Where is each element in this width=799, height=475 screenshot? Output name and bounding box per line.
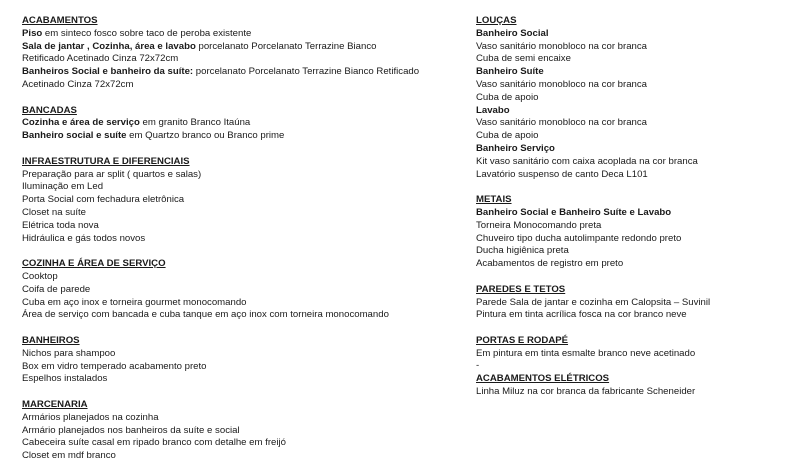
section-portas [476, 335, 791, 361]
list-item: Pintura em tinta acrílica fosca na cor branco neve [476, 309, 687, 321]
section-infraestrutura [22, 156, 462, 246]
list-item: Espelhos instalados [22, 373, 108, 385]
section-marcenaria [22, 399, 462, 463]
item-label: Sala de jantar , Cozinha, área e lavabo [22, 40, 196, 52]
item-text: em granito Branco Itaúna [139, 117, 251, 129]
list-item: Kit vaso sanitário com caixa acoplada na cor branca [476, 155, 698, 167]
list-item: Vaso sanitário monobloco na cor branca [476, 117, 648, 129]
section-eletricos [476, 361, 791, 399]
dash-mark: - [476, 359, 480, 371]
heading-acabamentos: ACABAMENTOS [22, 15, 98, 26]
list-item: Torneira Monocomando preta [476, 219, 602, 231]
list-item: Cooktop [22, 270, 58, 282]
subheading-banheiro-suite: Banheiro Suíte [476, 66, 544, 78]
item-label: Cozinha e área de serviço [22, 117, 140, 129]
list-item: Closet em mdf branco [22, 450, 116, 462]
list-item: Vaso sanitário monobloco na cor branca [476, 40, 648, 52]
item-label: Banheiro social e suíte [22, 130, 127, 142]
item-label: Banheiros Social e banheiro da suíte: [22, 66, 194, 78]
subheading-metais: Banheiro Social e Banheiro Suíte e Lavabo [476, 206, 672, 218]
list-item: Closet na suíte [22, 206, 86, 218]
heading-metais: METAIS [476, 194, 512, 206]
item-bancada-cozinha [22, 117, 462, 130]
list-item: Cuba de apoio [476, 130, 539, 142]
list-item: Porta Social com fechadura eletrônica [22, 194, 185, 206]
list-item: Coifa de parede [22, 283, 91, 295]
item-sala [22, 41, 462, 54]
list-item: Parede Sala de jantar e cozinha em Calopsita – Suvinil [476, 296, 711, 308]
list-item: Cuba em aço inox e torneira gourmet monocomando [22, 296, 247, 308]
item-banheiros [22, 66, 462, 79]
heading-marcenaria: MARCENARIA [22, 398, 88, 410]
heading-infraestrutura: INFRAESTRUTURA E DIFERENCIAIS [22, 155, 190, 167]
item-piso [22, 28, 462, 41]
section-loucas [476, 15, 791, 181]
heading-cozinha: COZINHA E ÁREA DE SERVIÇO [22, 258, 166, 270]
section-acabamentos [22, 15, 462, 92]
heading-paredes: PAREDES E TETOS [476, 283, 566, 295]
section-bancadas [22, 105, 462, 143]
section-metais [476, 194, 791, 271]
heading-eletricos: ACABAMENTOS ELÉTRICOS [476, 373, 610, 385]
list-item: Iluminação em Led [22, 181, 104, 193]
list-item: Lavatório suspenso de canto Deca L101 [476, 168, 648, 180]
list-item: Área de serviço com bancada e cuba tanque em aço inox com torneira monocomando [22, 309, 389, 321]
item-bancada-banheiro [22, 130, 462, 143]
subheading-banheiro-social: Banheiro Social [476, 27, 549, 39]
list-item: Cuba de semi encaixe [476, 53, 571, 65]
section-paredes [476, 284, 791, 322]
list-item: Armários planejados na cozinha [22, 411, 159, 423]
list-item: Acabamentos de registro em preto [476, 258, 624, 270]
list-item: Box em vidro temperado acabamento preto [22, 360, 207, 372]
heading-bancadas: BANCADAS [22, 104, 77, 116]
list-item: Linha Miluz na cor branca da fabricante Scheneider [476, 386, 696, 398]
heading-portas: PORTAS E RODAPÉ [476, 334, 569, 346]
list-item: Armário planejados nos banheiros da suíte e social [22, 424, 240, 436]
section-cozinha [22, 258, 462, 322]
list-item: Ducha higiênica preta [476, 245, 569, 257]
subheading-lavabo: Lavabo [476, 104, 510, 116]
left-column [22, 15, 462, 463]
list-item: Em pintura em tinta esmalte branco neve acetinado [476, 347, 696, 359]
list-item: Nichos para shampoo [22, 347, 116, 359]
section-banheiros [22, 335, 462, 386]
list-item: Preparação para ar split ( quartos e salas) [22, 168, 202, 180]
right-column [476, 15, 791, 399]
item-sala-cont: Retificado Acetinado Cinza 72x72cm [22, 53, 179, 65]
list-item: Hidráulica e gás todos novos [22, 232, 146, 244]
item-text: porcelanato Porcelanato Terrazine Bianco Retificado [193, 66, 420, 78]
item-text: em Quartzo branco ou Branco prime [126, 130, 285, 142]
list-item: Elétrica toda nova [22, 219, 99, 231]
list-item: Vaso sanitário monobloco na cor branca [476, 78, 648, 90]
item-text: em sinteco fosco sobre taco de peroba existente [42, 27, 252, 39]
list-item: Cabeceira suíte casal em ripado branco com detalhe em freijó [22, 437, 286, 449]
heading-banheiros: BANHEIROS [22, 334, 80, 346]
list-item: Cuba de apoio [476, 91, 539, 103]
item-text: porcelanato Porcelanato Terrazine Bianco [195, 40, 377, 52]
heading-loucas: LOUÇAS [476, 15, 517, 26]
item-label: Piso [22, 27, 43, 39]
list-item: Chuveiro tipo ducha autolimpante redondo preto [476, 232, 682, 244]
subheading-banheiro-servico: Banheiro Serviço [476, 142, 555, 154]
item-banheiros-cont: Acetinado Cinza 72x72cm [22, 78, 134, 90]
